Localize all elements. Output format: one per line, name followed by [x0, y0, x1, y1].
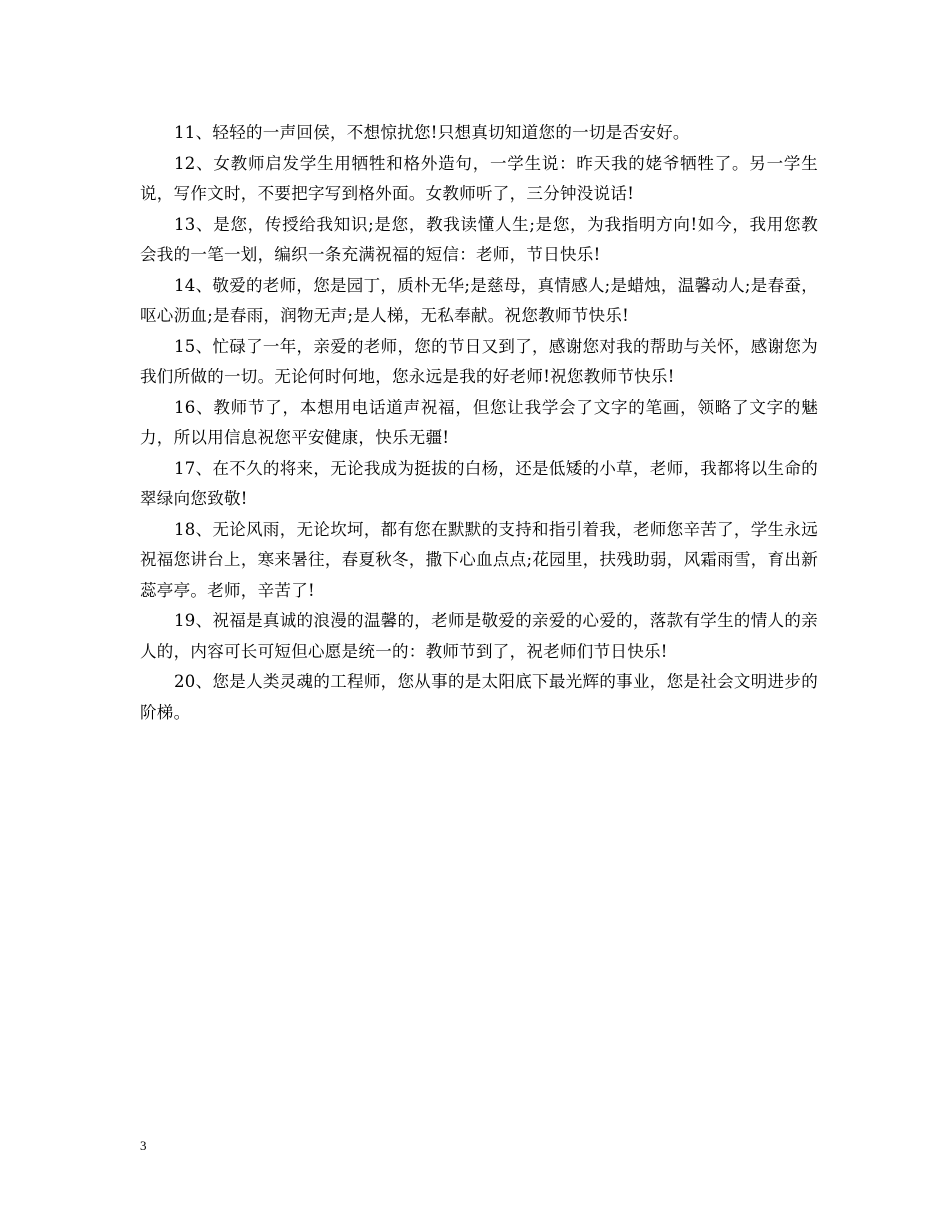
paragraph-20: 20、您是人类灵魂的工程师，您从事的是太阳底下最光辉的事业，您是社会文明进步的阶梯。 [140, 672, 818, 722]
paragraph-12: 12、女教师启发学生用牺牲和格外造句，一学生说：昨天我的姥爷牺牲了。另一学生说，写作文时，不要把字写到格外面。女教师听了，三分钟没说话! [140, 153, 818, 203]
paragraph-11: 11、轻轻的一声回侯，不想惊扰您!只想真切知道您的一切是否安好。 [174, 123, 690, 142]
paragraph-19: 19、祝福是真诚的浪漫的温馨的，老师是敬爱的亲爱的心爱的，落款有学生的情人的亲人的，内容可长可短但心愿是统一的：教师节到了，祝老师们节日快乐! [140, 611, 818, 661]
paragraph-13: 13、是您，传授给我知识;是您，教我读懂人生;是您，为我指明方向!如今，我用您教会我的一笔一划，编织一条充满祝福的短信：老师，节日快乐! [140, 214, 818, 264]
paragraph-18: 18、无论风雨，无论坎坷，都有您在默默的支持和指引着我，老师您辛苦了，学生永远祝福您讲台上，寒来暑往，春夏秋冬，撒下心血点点;花园里，扶残助弱，风霜雨雪，育出新蕊亭亭。老师，辛苦了! [140, 519, 818, 600]
page-number: 3 [140, 1138, 147, 1153]
paragraph-16: 16、教师节了，本想用电话道声祝福，但您让我学会了文字的笔画，领略了文字的魅力，所以用信息祝您平安健康，快乐无疆! [140, 397, 818, 447]
document-body [140, 118, 818, 728]
paragraph-15: 15、忙碌了一年，亲爱的老师，您的节日又到了，感谢您对我的帮助与关怀，感谢您为我们所做的一切。无论何时何地，您永远是我的好老师!祝您教师节快乐! [140, 336, 818, 386]
paragraph-17: 17、在不久的将来，无论我成为挺拔的白杨，还是低矮的小草，老师，我都将以生命的翠绿向您致敬! [140, 458, 818, 508]
paragraph-14: 14、敬爱的老师，您是园丁，质朴无华;是慈母，真情感人;是蜡烛，温馨动人;是春蚕，呕心沥血;是春雨，润物无声;是人梯，无私奉献。祝您教师节快乐! [140, 275, 818, 325]
